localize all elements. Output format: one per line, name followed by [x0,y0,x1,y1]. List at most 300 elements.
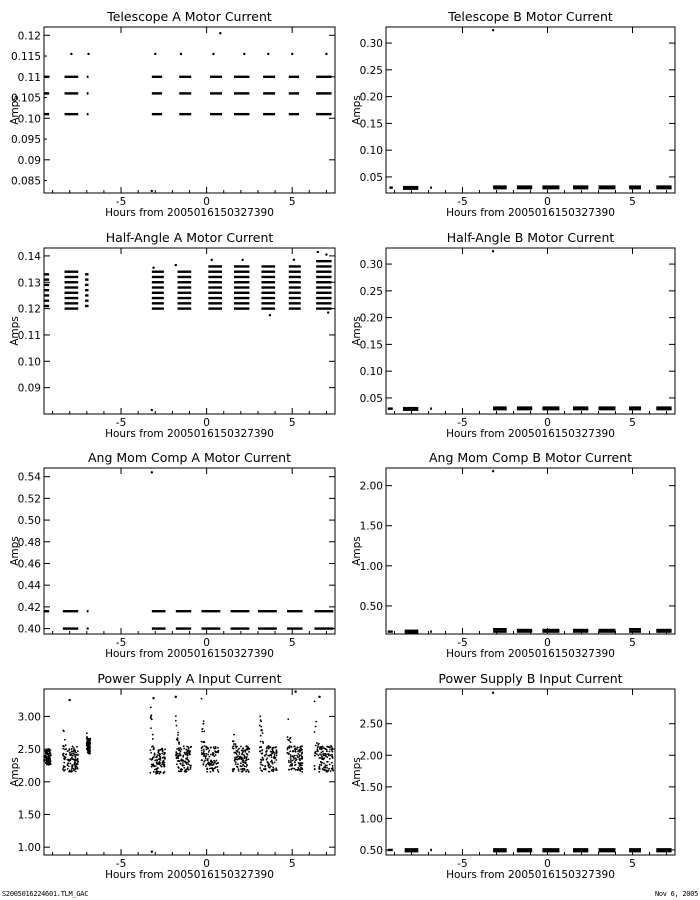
panel-7-data-point [272,766,274,768]
panel-7-data-point [297,746,299,748]
panel-5-data-strip [201,610,220,612]
panel-1-outlier-point [151,190,153,192]
panel-7-data-point [75,757,77,759]
panel-7-data-point [184,771,186,773]
panel-7-data-point [232,745,234,747]
panel-7-data-point [210,767,212,769]
panel-1-data-strip [234,92,249,94]
panel-1-data-strip [44,113,49,115]
panel-7-data-point [155,773,157,775]
panel-7-data-point [187,755,189,757]
panel-2-ytick-label: 0.20 [359,91,383,104]
panel-3-data-strip [178,281,192,283]
panel-7-data-point [202,741,204,743]
panel-7-data-point [162,750,164,752]
panel-7-data-point [245,771,247,773]
panel-7-data-point [233,769,235,771]
panel-5-ytick-label: 0.46 [17,558,41,571]
panel-7-data-point [298,756,300,758]
panel-7-data-point [264,765,266,767]
panel-7-data-point [293,746,295,748]
panel-7-data-point [210,771,212,773]
panel-7-data-point [49,751,51,753]
panel-3-data-strip [289,302,301,304]
panel-2-frame [386,27,675,193]
panel-7-data-point [45,750,47,752]
panel-7-data-point [233,740,235,742]
panel-7-data-point [74,763,76,765]
panel-1-outlier-point [267,53,269,55]
panel-7-data-point [267,765,269,767]
panel-7-data-point [75,771,77,773]
panel-7-data-point [50,763,52,765]
panel-5-data-strip [63,610,78,612]
panel-2-xlabel: Hours from 2005016150327390 [446,207,615,219]
panel-7-data-point [206,753,208,755]
panel-7-data-point [76,746,78,748]
panel-7-data-point [264,769,266,771]
panel-7-data-point [179,771,181,773]
panel-7-data-point [300,767,302,769]
panel-7-data-point [332,765,334,767]
panel-3-data-strip [208,307,222,309]
panel-7-data-point [62,754,64,756]
panel-7-data-point [328,768,330,770]
panel-7-data-point [76,767,78,769]
panel-7-data-point [243,754,245,756]
panel-7-data-point [71,768,73,770]
panel-1-data-strip [152,76,162,78]
panel-7-data-point [274,754,276,756]
panel-7-data-point [329,751,331,753]
panel-3-outlier-point [293,259,295,261]
panel-6-data-strip [388,630,393,632]
panel-7-data-point [213,755,215,757]
panel-1-data-strip [179,113,191,115]
panel-3-data-strip [316,297,331,299]
panel-7-data-point [201,747,203,749]
panel-7-data-point [291,768,293,770]
panel-7-data-point [203,720,205,722]
panel-7-data-point [232,770,234,772]
panel-7-data-point [46,756,48,758]
footer-date: Nov 6, 2005 [654,890,698,898]
panel-7-data-point [301,757,303,759]
panel-7-data-point [65,744,67,746]
panel-7-data-point [328,769,330,771]
panel-7-data-point [156,756,158,758]
panel-1-outlier-point [325,53,327,55]
panel-1-data-strip [87,92,89,94]
panel-7-data-point [325,754,327,756]
panel-2-xtick-label: 0 [544,196,551,208]
panel-8-ylabel: Amps [351,757,363,787]
panel-7-data-point [289,745,291,747]
panel-5-data-strip [87,610,89,612]
panel-5-ytick-label: 0.54 [17,471,41,484]
panel-7-data-point [71,765,73,767]
panel-7-data-point [290,762,292,764]
panel-7-data-point [209,750,211,752]
panel-4-ytick-label: 0.20 [359,312,383,325]
panel-6-title: Ang Mom Comp B Motor Current [428,450,633,465]
panel-7-data-point [331,754,333,756]
panel-1-data-strip [44,76,49,78]
panel-7-data-point [266,761,268,763]
panel-3-data-strip [316,260,331,262]
panel-1-data-strip [179,92,191,94]
panel-7-data-point [238,770,240,772]
panel-1-outlier-point [87,53,89,55]
panel-7-data-point [184,752,186,754]
panel-7-data-point [241,765,243,767]
panel-3-data-strip [316,292,331,294]
panel-4-data-strip [656,406,671,408]
panel-3-outlier-point [269,314,271,316]
panel-7-data-point [152,734,154,736]
panel-7-data-point [272,747,274,749]
panel-7-data-point [259,747,261,749]
panel-2-data-strip [542,185,559,187]
panel-6-xtick-label: 0 [544,637,551,649]
panel-7-data-point [276,755,278,757]
panel-7-data-point [319,764,321,766]
panel-7-data-point [155,768,157,770]
panel-3-data-strip [208,271,222,273]
panel-7-data-point [68,748,70,750]
panel-7-data-point [233,743,235,745]
panel-1-ytick-minor-label: 0.115 [10,51,41,64]
panel-7-data-point [314,765,316,767]
panel-8-data-strip [542,848,559,850]
panel-3-data-strip [178,271,192,273]
panel-3-data-strip [289,307,301,309]
panel-8-ytick-label: 0.50 [359,844,383,857]
panel-7-ytick-label: 1.00 [17,842,41,855]
panel-5-ytick-label: 0.42 [17,601,41,614]
panel-2-data-strip [403,186,418,188]
panel-7-data-point [315,745,317,747]
panel-7-outlier-point [294,690,296,692]
panel-7-data-point [177,734,179,736]
panel-7-ytick-label: 1.50 [17,809,41,822]
panel-6-data-strip [573,629,588,631]
panel-6-xtick-label: 5 [629,637,636,649]
panel-7-data-point [314,751,316,753]
panel-3-data-strip [234,286,249,288]
panel-4-data-strip [430,407,432,409]
panel-3-ytick-label: 0.12 [17,303,41,316]
panel-3-data-strip [234,292,249,294]
panel-3-data-strip [152,286,164,288]
panel-1-data-strip [210,113,222,115]
panel-7-data-point [288,760,290,762]
panel-7-data-point [206,749,208,751]
panel-7-data-point [217,769,219,771]
panel-7-data-point [69,752,71,754]
panel-7-data-point [210,747,212,749]
panel-7-data-point [260,769,262,771]
panel-7-data-point [87,742,89,744]
panel-7-data-point [301,771,303,773]
panel-1-data-strip [316,76,331,78]
panel-3-data-strip [44,299,49,301]
panel-7-data-point [64,739,66,741]
panel-7-data-point [326,750,328,752]
panel-1-xtick-label: -5 [115,196,127,208]
panel-2-data-strip [430,186,432,188]
panel-7-data-point [62,748,64,750]
panel-7-data-point [88,740,90,742]
panel-7-data-point [75,764,77,766]
panel-7-data-point [49,761,51,763]
panel-7-data-point [213,753,215,755]
panel-3-data-strip [289,276,301,278]
panel-7-data-point [235,757,237,759]
panel-7-data-point [242,761,244,763]
panel-6-outlier-point [492,470,494,472]
panel-7-data-point [290,760,292,762]
panel-7-data-point [248,751,250,753]
panel-4-ytick-label: 0.30 [359,259,383,272]
panel-3-xtick-label: 0 [203,417,210,429]
panel-7-data-point [314,700,316,702]
panel-1-ytick-label: 0.12 [17,30,41,43]
panel-3-data-strip [152,302,164,304]
panel-7-data-point [291,763,293,765]
panel-3-xtick-label: -5 [115,417,127,429]
panel-6-data-strip [542,629,559,631]
panel-7-data-point [215,746,217,748]
panel-7-data-point [203,723,205,725]
panel-6-ytick-label: 2.00 [359,480,383,493]
panel-3-data-strip [178,292,192,294]
panel-7-data-point [151,758,153,760]
panel-7-data-point [300,768,302,770]
panel-7-data-point [187,758,189,760]
panel-7-data-point [234,760,236,762]
panel-8-ytick-label: 2.00 [359,750,383,763]
panel-5-data-strip [231,627,250,629]
panel-7-data-point [321,746,323,748]
panel-3-data-strip [65,286,79,288]
panel-3-data-strip [316,276,331,278]
panel-3-outlier-point [317,251,319,253]
panel-7-data-point [302,768,304,770]
panel-7-data-point [71,752,73,754]
panel-7-data-point [152,745,154,747]
panel-8-data-strip [656,848,671,850]
panel-8-ytick-label: 1.00 [359,813,383,826]
panel-7-data-point [235,747,237,749]
panel-3-data-strip [208,302,222,304]
panel-7-data-point [232,747,234,749]
panel-8-data-strip [405,848,419,850]
panel-8-data-strip [517,848,532,850]
panel-2-data-strip [629,185,641,187]
panel-3-ylabel: Amps [9,316,21,346]
panel-7-data-point [322,769,324,771]
panel-7-data-point [207,762,209,764]
panel-7-data-point [319,753,321,755]
panel-7-data-point [296,755,298,757]
panel-1-data-strip [152,113,162,115]
panel-7-data-point [290,746,292,748]
panel-7-data-point [207,748,209,750]
panel-3-outlier-point [175,264,177,266]
panel-6-xtick-label: -5 [457,637,468,649]
panel-7-data-point [268,748,270,750]
panel-7-data-point [318,771,320,773]
panel-6-data-strip [517,629,532,631]
panel-4-xtick-label: 0 [544,417,551,429]
panel-7-data-point [44,756,46,758]
panel-7-data-point [175,720,177,722]
panel-7-data-point [260,764,262,766]
panel-7-data-point [201,698,203,700]
panel-7-data-point [295,759,297,761]
panel-1-data-strip [234,76,249,78]
panel-1-ytick-minor-label: 0.085 [10,175,41,188]
panel-7-data-point [48,753,50,755]
panel-5-data-strip [44,610,49,612]
panel-7-data-point [314,769,316,771]
panel-2-xtick-label: 5 [629,196,636,208]
panel-3-data-strip [152,292,164,294]
panel-1-data-strip [87,76,89,78]
panel-7-data-point [323,755,325,757]
panel-7-data-point [261,749,263,751]
panel-3-ytick-label: 0.11 [17,329,41,342]
panel-7-data-point [205,765,207,767]
panel-2-ylabel: Amps [351,95,363,125]
panel-7-data-point [293,758,295,760]
panel-8-data-strip [388,849,393,851]
panel-7-frame [44,689,335,855]
panel-1-data-strip [316,113,331,115]
panel-1-data-strip [263,113,275,115]
panel-7-data-point [290,741,292,743]
panel-7-data-point [43,760,45,762]
panel-7-data-point [63,765,65,767]
panel-7-data-point [245,762,247,764]
panel-4-data-strip [542,406,559,408]
panel-7-data-point [269,767,271,769]
panel-7-xlabel: Hours from 2005016150327390 [105,869,274,881]
panel-6-data-strip [629,628,641,630]
panel-3-data-strip [85,294,88,296]
panel-8-outlier-point [492,692,494,694]
panel-2-ytick-label: 0.10 [359,145,383,158]
panel-7-data-point [292,751,294,753]
panel-7-data-point [67,750,69,752]
panel-7-data-point [259,767,261,769]
panel-7-data-point [48,757,50,759]
panel-7-data-point [296,748,298,750]
panel-4-data-strip [573,406,588,408]
panel-7-data-point [295,751,297,753]
panel-7-data-point [183,748,185,750]
panel-7-data-point [69,754,71,756]
panel-7-data-point [155,771,157,773]
panel-7-data-point [188,748,190,750]
panel-7-data-point [266,747,268,749]
panel-1-xlabel: Hours from 2005016150327390 [105,207,274,219]
panel-3-data-strip [208,297,222,299]
panel-3-data-strip [289,286,301,288]
panel-2-title: Telescope B Motor Current [448,9,613,24]
panel-7-data-point [235,752,237,754]
panel-7-data-point [330,745,332,747]
panel-7-data-point [190,766,192,768]
panel-3-data-strip [208,292,222,294]
panel-7-data-point [206,768,208,770]
panel-7-data-point [208,764,210,766]
panel-3-data-strip [316,271,331,273]
panel-7-data-point [235,743,237,745]
panel-7-data-point [177,757,179,759]
panel-7-data-point [235,763,237,765]
panel-3-data-strip [152,276,164,278]
panel-7-data-point [206,771,208,773]
panel-3-data-strip [261,281,275,283]
panel-1-frame [44,27,335,193]
panel-6-data-strip [493,628,507,630]
panel-2-data-strip [517,185,532,187]
panel-5-data-strip [201,627,220,629]
panel-7-data-point [296,769,298,771]
panel-1-ytick-label: 0.11 [17,71,41,84]
panel-7-data-point [149,772,151,774]
panel-7-data-point [150,749,152,751]
panel-7-data-point [151,718,153,720]
panel-7-data-point [289,765,291,767]
panel-7-data-point [160,765,162,767]
panel-7-data-point [273,769,275,771]
panel-3-data-strip [44,273,49,275]
panel-1-data-strip [263,76,275,78]
panel-3-data-strip [208,286,222,288]
panel-2-data-strip [656,185,671,187]
panel-7-data-point [301,749,303,751]
panel-1-xtick-label: 0 [203,196,210,208]
panel-7-data-point [215,754,217,756]
panel-1-outlier-point [291,53,293,55]
panel-7-data-point [295,757,297,759]
panel-3-data-strip [152,297,164,299]
panel-7-data-point [294,748,296,750]
panel-7-data-point [190,746,192,748]
panel-1-data-strip [289,113,299,115]
panel-5-ylabel: Amps [9,536,21,566]
panel-7-data-point [182,764,184,766]
panel-3-data-strip [208,265,222,267]
panel-7-data-point [262,732,264,734]
panel-3-data-strip [234,302,249,304]
panel-3-data-strip [289,297,301,299]
panel-7-data-point [184,753,186,755]
panel-8-data-strip [629,848,641,850]
panel-3-data-strip [65,307,79,309]
panel-7-data-point [259,725,261,727]
panel-7-data-point [326,753,328,755]
panel-7-data-point [247,754,249,756]
panel-7-data-point [290,754,292,756]
panel-7-data-point [267,755,269,757]
panel-7-data-point [210,764,212,766]
panel-7-data-point [260,741,262,743]
panel-7-data-point [315,726,317,728]
